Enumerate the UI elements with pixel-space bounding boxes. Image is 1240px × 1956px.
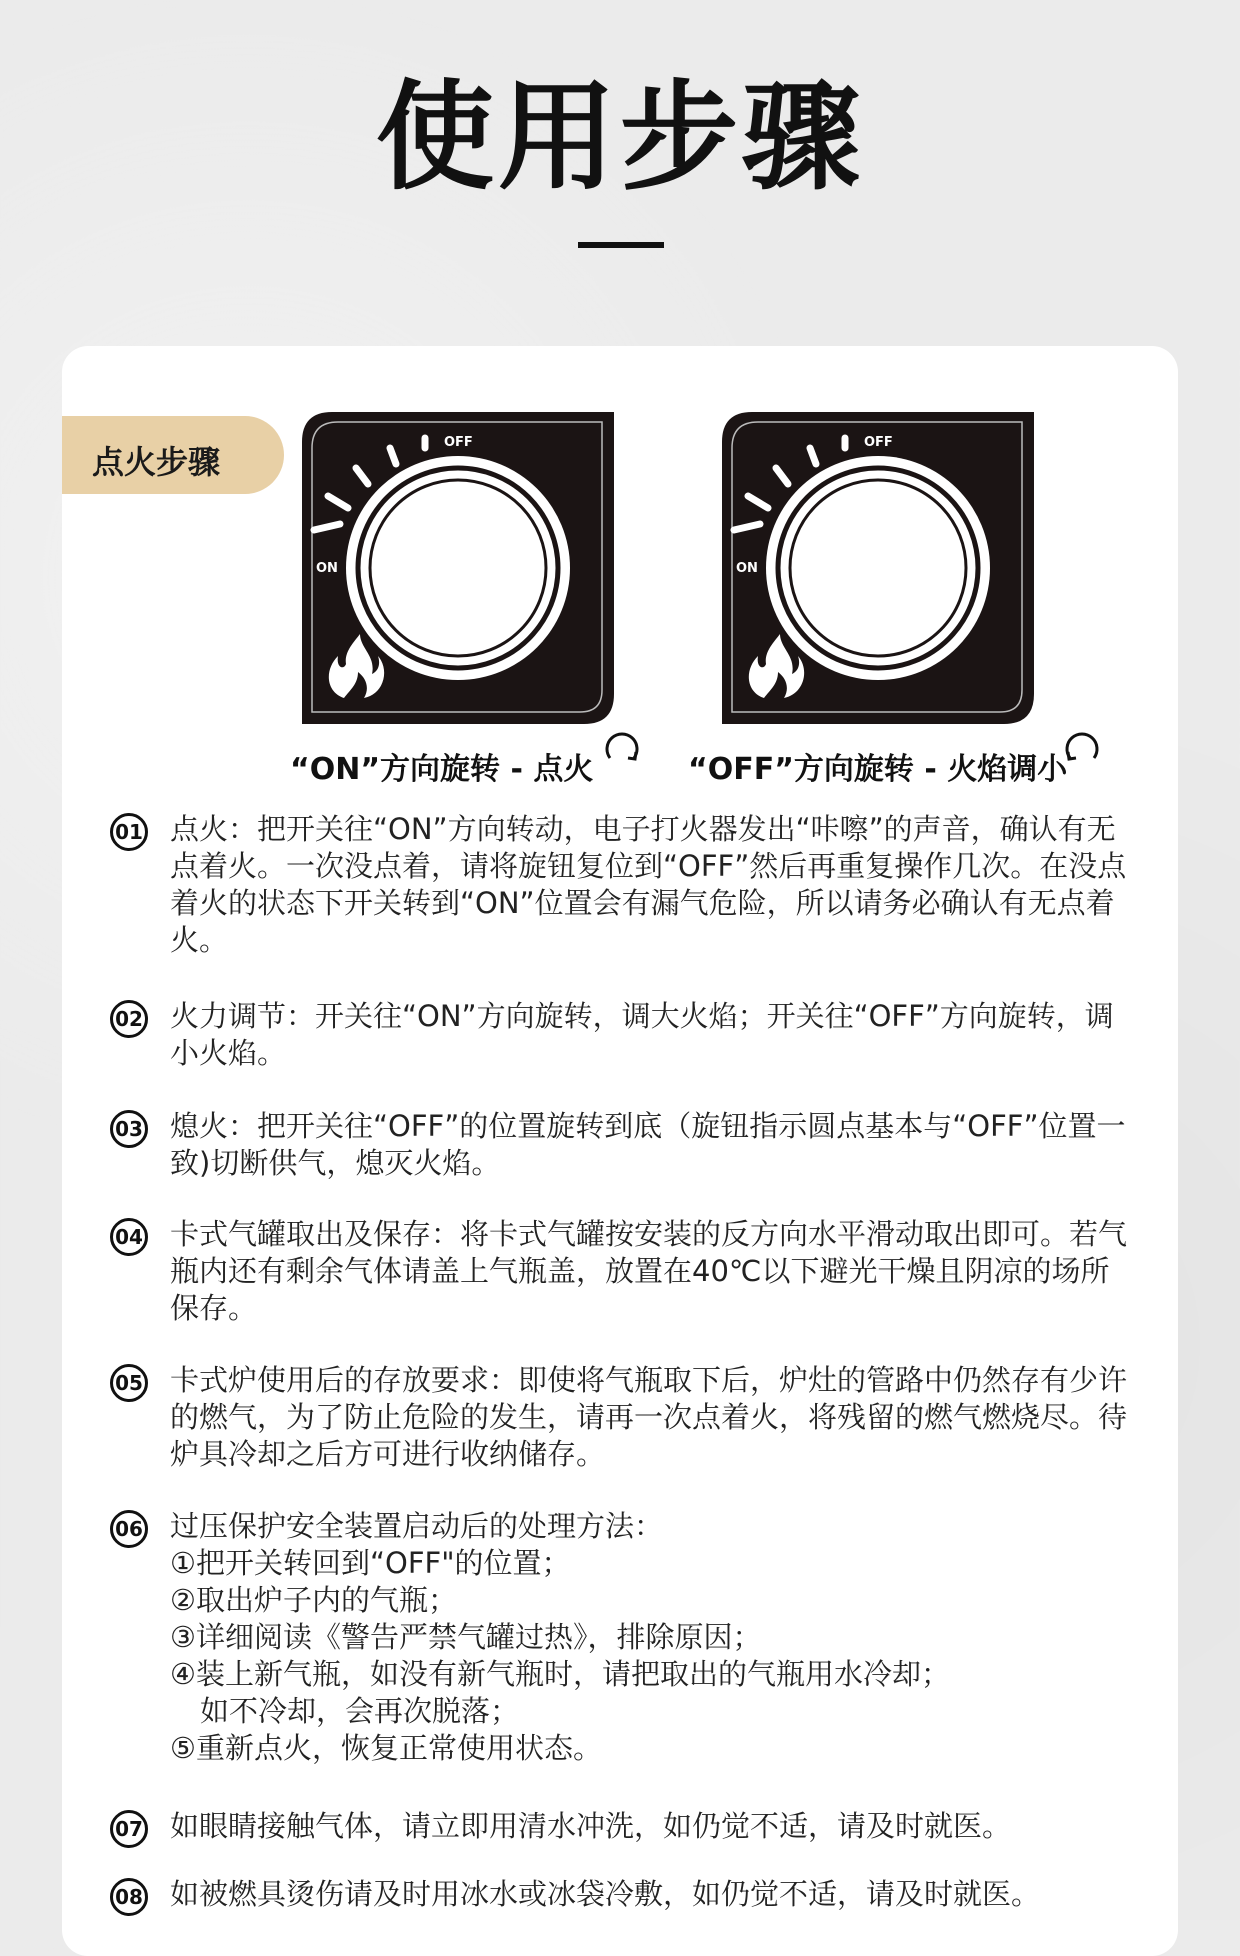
- step-text: 卡式气罐取出及保存：将卡式气罐按安装的反方向水平滑动取出即可。若气瓶内还有剩余气体请盖上气瓶盖，放置在40℃以下避光干燥且阴凉的场所保存。: [170, 1217, 1128, 1325]
- title-divider: [578, 242, 664, 248]
- step-line: ③详细阅读《警告严禁气罐过热》，排除原因；: [170, 1620, 762, 1654]
- section-label: 点火步骤: [92, 443, 221, 481]
- on-label: ON: [316, 561, 338, 576]
- rotate-counterclockwise-icon: [1060, 728, 1104, 772]
- rotate-clockwise-icon: [600, 728, 644, 772]
- step-line: 如不冷却，会再次脱落；: [200, 1694, 520, 1728]
- step-line: 过压保护安全装置启动后的处理方法：: [170, 1509, 664, 1543]
- dial-caption-on: “ON”方向旋转 - 点火: [290, 752, 594, 787]
- knob-diagram-on: [302, 412, 614, 724]
- dial-caption-off: “OFF”方向旋转 - 火焰调小: [688, 752, 1068, 787]
- knob-diagram-off: [722, 412, 1034, 724]
- step-number-badge: 06: [110, 1510, 148, 1548]
- step-text: 卡式炉使用后的存放要求：即使将气瓶取下后，炉灶的管路中仍然存有少许的燃气，为了防止危险的发生，请再一次点着火，将残留的燃气燃烧尽。待炉具冷却之后方可进行收纳储存。: [170, 1363, 1128, 1471]
- step-number-badge: 04: [110, 1218, 148, 1256]
- page-title: 使用步骤: [375, 68, 864, 206]
- step-line: ④装上新气瓶，如没有新气瓶时，请把取出的气瓶用水冷却；: [170, 1657, 950, 1691]
- step-line: ⑤重新点火，恢复正常使用状态。: [170, 1731, 602, 1765]
- step-line: ②取出炉子内的气瓶；: [170, 1583, 457, 1617]
- step-line: ①把开关转回到“OFF"的位置；: [170, 1546, 571, 1580]
- step-number-badge: 05: [110, 1364, 148, 1402]
- off-label: OFF: [864, 435, 893, 450]
- step-number-badge: 03: [110, 1110, 148, 1148]
- step-number-badge: 08: [110, 1878, 148, 1916]
- step-text: 点火：把开关往“ON”方向转动，电子打火器发出“咔嚓”的声音，确认有无点着火。一次没点着，请将旋钮复位到“OFF”然后再重复操作几次。在没点着火的状态下开关转到“ON”位置会有漏气危险，所以请务必确认有无点着火。: [170, 812, 1127, 957]
- section-label-pill: [62, 416, 284, 494]
- off-label: OFF: [444, 435, 473, 450]
- step-text: 如被燃具烫伤请及时用冰水或冰袋冷敷，如仍觉不适，请及时就医。: [170, 1877, 1041, 1911]
- step-text: [170, 1508, 1130, 1767]
- step-number-badge: 02: [110, 1000, 148, 1038]
- step-text: 熄火：把开关往“OFF”的位置旋转到底（旋钮指示圆点基本与“OFF”位置一致)切断供气，熄灭火焰。: [170, 1109, 1126, 1180]
- step-number-badge: 07: [110, 1810, 148, 1848]
- step-text: 火力调节：开关往“ON”方向旋转，调大火焰；开关往“OFF”方向旋转，调小火焰。: [170, 999, 1114, 1070]
- step-number-badge: 01: [110, 813, 148, 851]
- on-label: ON: [736, 561, 758, 576]
- step-text: 如眼睛接触气体，请立即用清水冲洗，如仍觉不适，请及时就医。: [170, 1809, 1012, 1843]
